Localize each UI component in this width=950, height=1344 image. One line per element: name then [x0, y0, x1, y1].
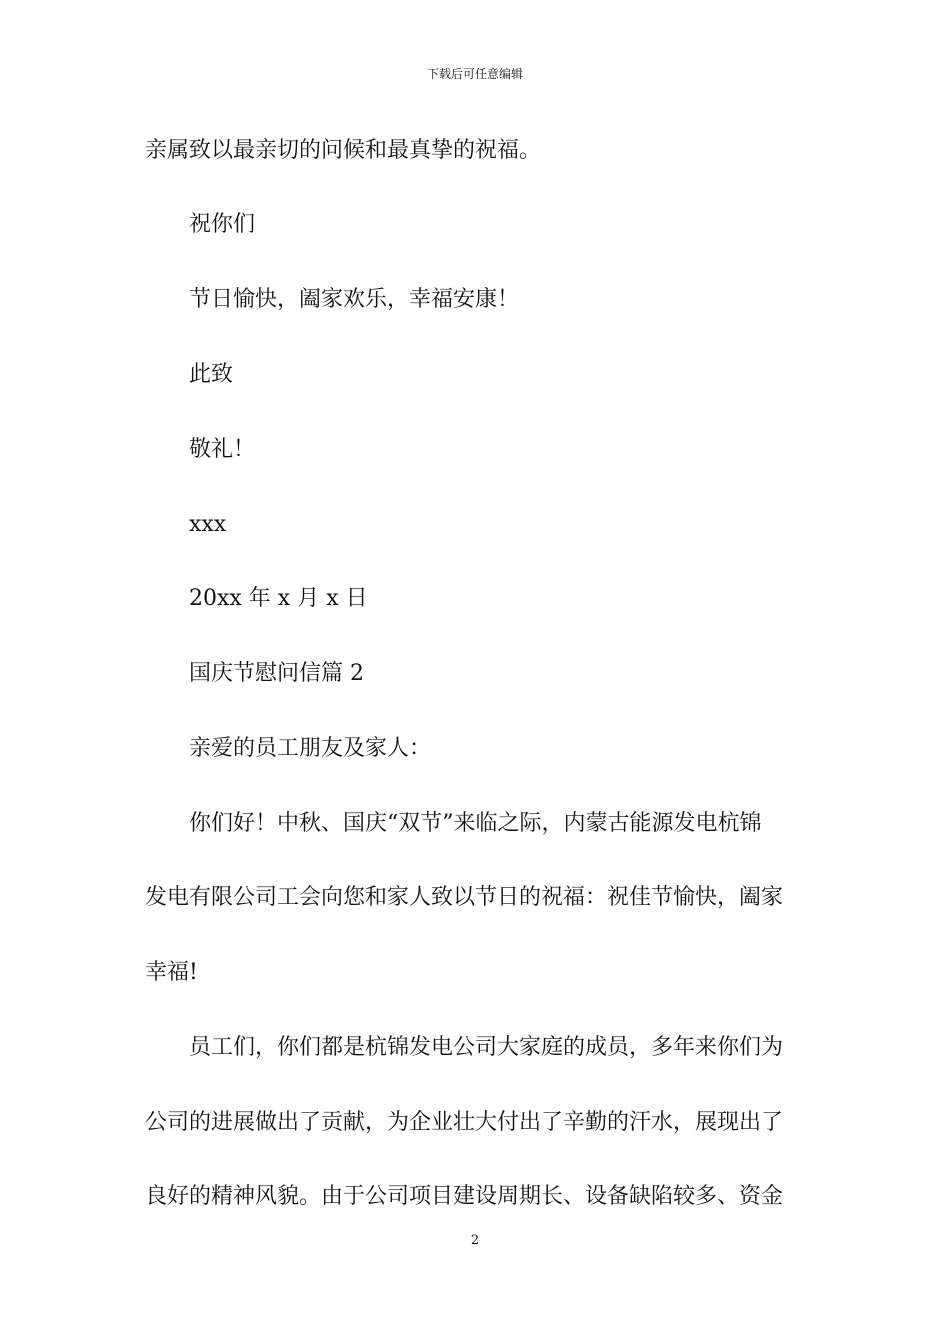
page-number: 2	[470, 1233, 480, 1248]
text-line: 亲属致以最亲切的问候和最真挚的祝福。	[145, 138, 542, 163]
text-line: 公司的进展做出了贡献，为企业壮大付出了辛勤的汗水，展现出了	[145, 1110, 784, 1135]
text-line: 节日愉快，阖家欢乐，幸福安康！	[189, 287, 520, 312]
text-line: 幸福!	[145, 960, 198, 985]
text-line: 敬礼！	[189, 437, 256, 462]
page-header-note: 下载后可任意编辑	[426, 67, 523, 81]
salutation: 亲爱的员工朋友及家人：	[189, 736, 432, 761]
text-line: xxx	[189, 512, 227, 537]
text-line: 发电有限公司工会向您和家人致以节日的祝福：祝佳节愉快，阖家	[145, 885, 784, 910]
section-title: 国庆节慰问信篇 2	[189, 661, 364, 686]
text-line: 员工们，你们都是杭锦发电公司大家庭的成员，多年来你们为	[189, 1035, 784, 1060]
text-line: 你们好！中秋、国庆“双节”来临之际，内蒙古能源发电杭锦	[189, 811, 762, 836]
text-line: 良好的精神风貌。由于公司项目建设周期长、设备缺陷较多、资金	[145, 1184, 784, 1209]
text-line: 20xx 年 x 月 x 日	[189, 586, 368, 611]
text-line: 祝你们	[189, 212, 256, 237]
text-line: 此致	[189, 362, 234, 387]
